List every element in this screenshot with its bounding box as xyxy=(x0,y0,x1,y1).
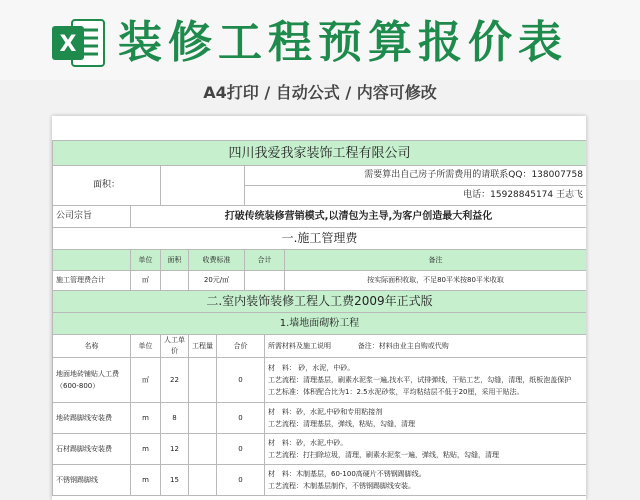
svg-text:X: X xyxy=(59,32,77,57)
mgmt-fee: 20元/㎡ xyxy=(189,271,245,291)
row-qty[interactable] xyxy=(189,358,217,403)
row-desc xyxy=(265,465,587,496)
row-desc-line: 工艺标准：体积配合比为1：2.5水泥砂浆，平均粘结层不低于20厘，采用干贴法。 xyxy=(268,388,524,396)
mgmt-remark: 按实际面积收取，不足80平米按80平米收取 xyxy=(285,271,587,291)
purpose-text: 打破传统装修营销模式,以清包为主导,为客户创造最大利益化 xyxy=(131,206,587,228)
header2-unit: 单位 xyxy=(131,335,161,358)
banner-title: 装修工程预算报价表 xyxy=(118,17,568,68)
mgmt-area-cell[interactable] xyxy=(161,271,189,291)
contact-row xyxy=(53,166,587,186)
spacer-row xyxy=(53,116,587,141)
banner-subtitle: A4打印 / 自动公式 / 内容可修改 xyxy=(203,83,437,102)
header2-name: 名称 xyxy=(53,335,131,358)
row-desc-line: 工艺流程：木制基层制作，不锈钢踢脚线安装。 xyxy=(268,482,415,490)
contact-line: 需要算出自己房子所需费用的请联系QQ：138007758 xyxy=(245,166,587,186)
row-desc-line: 工艺流程：清理基层，刷素水泥浆一遍,找水平，试排弹线，干贴工艺，勾缝，清理，纸板泡盖保护 xyxy=(268,376,572,384)
subsection-row xyxy=(53,313,587,335)
row-total: 0 xyxy=(217,358,265,403)
header2-row xyxy=(53,335,587,358)
area-value-cell[interactable] xyxy=(161,166,245,206)
banner xyxy=(0,0,640,80)
row-desc-line: 材 料： 砂，水泥，中砂。 xyxy=(268,364,355,372)
row-desc-line: 材 料：砂，水泥,中砂和专用粘接剂 xyxy=(268,408,383,416)
header2-materials: 所需材料及施工说明 xyxy=(268,341,331,350)
mgmt-name: 施工管理费合计 xyxy=(53,271,131,291)
table-row xyxy=(53,403,587,434)
purpose-row xyxy=(53,206,587,228)
row-price: 12 xyxy=(161,434,189,465)
header1-blank xyxy=(53,250,131,271)
purpose-label: 公司宗旨 xyxy=(53,206,131,228)
row-total: 0 xyxy=(217,434,265,465)
row-desc-line: 工艺流程：清理基层，弹线，粘贴，勾缝，清理 xyxy=(268,420,415,428)
header2-total: 合价 xyxy=(217,335,265,358)
section2-title: 二.室内装饰装修工程人工费2009年正式版 xyxy=(53,291,587,313)
row-qty[interactable] xyxy=(189,465,217,496)
row-unit: m xyxy=(131,465,161,496)
phone-line: 电话：15928845174 王志飞 xyxy=(245,186,587,206)
company-name: 四川我爱我家装饰工程有限公司 xyxy=(53,141,587,166)
spreadsheet xyxy=(52,116,586,500)
row-qty[interactable] xyxy=(189,403,217,434)
row-price: 22 xyxy=(161,358,189,403)
row-qty[interactable] xyxy=(189,434,217,465)
row-name: 石材踢脚线安装费 xyxy=(53,434,131,465)
row-desc xyxy=(265,403,587,434)
header1-area: 面积 xyxy=(161,250,189,271)
section1-title: 一.施工管理费 xyxy=(53,228,587,250)
header2-unit-price: 人工单价 xyxy=(161,335,189,358)
header1-fee-standard: 收费标准 xyxy=(189,250,245,271)
header1-unit: 单位 xyxy=(131,250,161,271)
row-desc-line: 工艺流程：打扫除垃圾，清理，刷素水泥浆一遍，弹线，粘贴，勾缝，清理 xyxy=(268,451,499,459)
row-unit: ㎡ xyxy=(131,358,161,403)
row-total: 0 xyxy=(217,465,265,496)
subsection-title: 1.墙地面砌粉工程 xyxy=(53,313,587,335)
table-row xyxy=(53,434,587,465)
header1-row xyxy=(53,250,587,271)
row-desc xyxy=(265,358,587,403)
header2-quantity: 工程量 xyxy=(189,335,217,358)
header1-remark: 备注 xyxy=(285,250,587,271)
table-row xyxy=(53,358,587,403)
header2-remark: 备注：材料由业主自购或代购 xyxy=(357,341,449,350)
section1-row xyxy=(53,228,587,250)
company-row xyxy=(53,141,587,166)
header1-total: 合计 xyxy=(245,250,285,271)
section2-row xyxy=(53,291,587,313)
row-price: 15 xyxy=(161,465,189,496)
row-desc-line: 材 料：木制基层，60-100高硬片不锈钢踢脚线。 xyxy=(268,470,426,478)
excel-logo-icon xyxy=(50,14,108,72)
row-unit: m xyxy=(131,434,161,465)
mgmt-fee-row xyxy=(53,271,587,291)
row-total: 0 xyxy=(217,403,265,434)
area-label: 面积： xyxy=(53,166,161,206)
row-name: 不锈钢踢脚线 xyxy=(53,465,131,496)
mgmt-total-cell[interactable] xyxy=(245,271,285,291)
row-name: 地面地砖铺贴人工费（600-800） xyxy=(53,358,131,403)
row-desc xyxy=(265,434,587,465)
mgmt-unit: ㎡ xyxy=(131,271,161,291)
row-desc-line: 材 料：砂，水泥,中砂。 xyxy=(268,439,348,447)
row-price: 8 xyxy=(161,403,189,434)
row-unit: m xyxy=(131,403,161,434)
budget-table xyxy=(52,116,586,496)
header2-materials-remark xyxy=(265,335,587,358)
row-name: 地砖踢脚线安装费 xyxy=(53,403,131,434)
table-row xyxy=(53,465,587,496)
